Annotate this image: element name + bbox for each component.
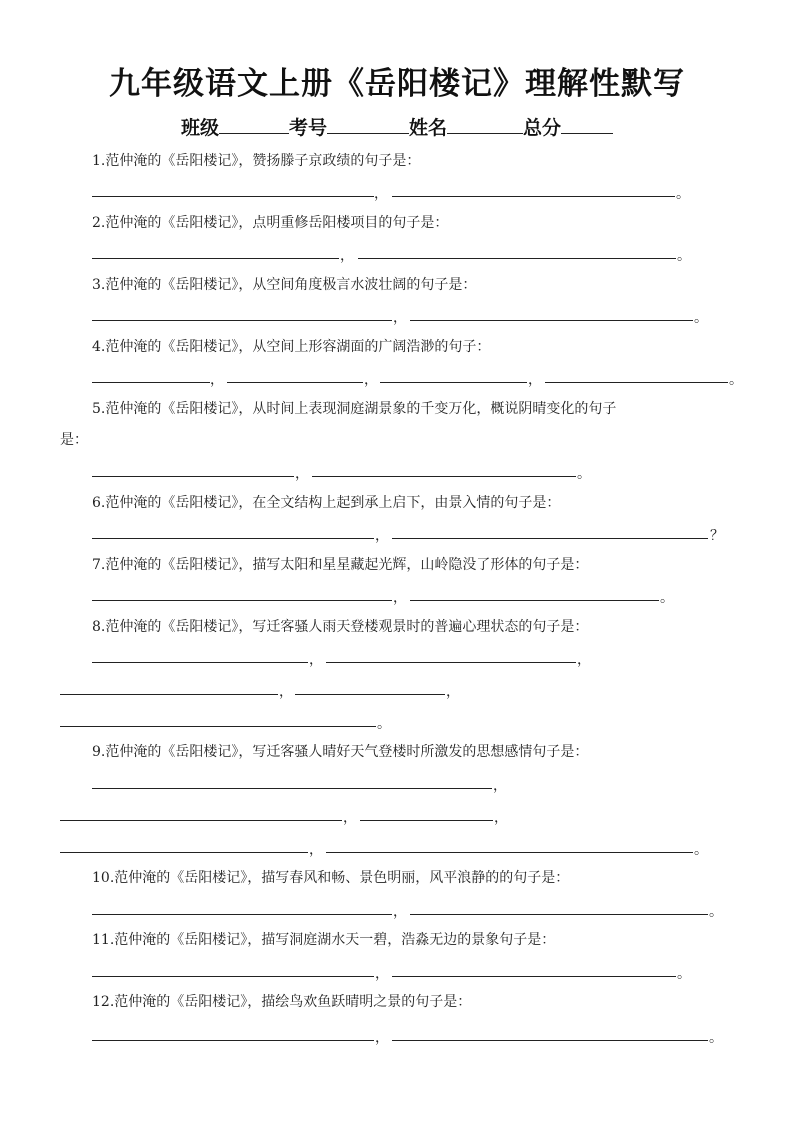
q8-blank-2[interactable] [326,662,576,663]
q6-blank-2[interactable] [392,538,708,539]
class-blank[interactable] [219,115,289,134]
q3-comma-1: ， [393,310,407,326]
q11-comma-1: ， [375,966,389,982]
q3-blank-1[interactable] [92,320,392,321]
q9-blank-1[interactable] [92,788,492,789]
class-label: 班级 [180,117,219,139]
q12-period: 。 [709,1030,723,1046]
q10-blank-1[interactable] [92,914,392,915]
q7-period: 。 [660,590,674,606]
q12-comma-1: ， [375,1030,389,1046]
q9-blank-5[interactable] [326,852,693,853]
number-label: 考号 [288,117,327,139]
q9-blank-2[interactable] [60,820,342,821]
question-8: 8.范仲淹的《岳阳楼记》，写迁客骚人雨天登楼观景时的普遍心理状态的句子是： [92,619,589,635]
question-1: 1.范仲淹的《岳阳楼记》，赞扬滕子京政绩的句子是： [92,153,421,169]
q5-blank-2[interactable] [312,476,576,477]
number-blank[interactable] [327,115,409,134]
q4-blank-2[interactable] [227,382,363,383]
q8-comma-2: ， [577,652,591,668]
question-4: 4.范仲淹的《岳阳楼记》，从空间上形容湖面的广阔浩渺的句子： [92,339,491,355]
q11-period: 。 [677,966,691,982]
question-9: 9.范仲淹的《岳阳楼记》，写迁客骚人晴好天气登楼时所激发的思想感情句子是： [92,744,589,760]
q9-blank-4[interactable] [60,852,308,853]
q8-comma-4: ， [446,684,460,700]
q9-comma-2: ， [343,810,357,826]
q2-comma-1: ， [340,248,354,264]
q9-period: 。 [694,842,708,858]
q11-blank-2[interactable] [392,976,676,977]
q1-blank-1[interactable] [92,196,374,197]
q9-comma-3: ， [494,810,508,826]
question-5: 5.范仲淹的《岳阳楼记》，从时间上表现洞庭湖景象的千变万化，概说阴晴变化的句子 [92,401,617,417]
question-3: 3.范仲淹的《岳阳楼记》，从空间角度极言水波壮阔的句子是： [92,277,477,293]
score-label: 总分 [523,117,562,139]
q10-blank-2[interactable] [410,914,708,915]
q2-blank-2[interactable] [358,258,676,259]
q10-period: 。 [709,904,723,920]
question-5-cont: 是： [60,432,88,448]
q2-period: 。 [677,248,691,264]
q12-blank-2[interactable] [392,1040,708,1041]
q6-comma-1: ， [375,528,389,544]
page-title: 九年级语文上册《岳阳楼记》理解性默写 [109,66,685,102]
q6-blank-1[interactable] [92,538,374,539]
q1-blank-2[interactable] [392,196,675,197]
q9-comma-4: ， [309,842,323,858]
q4-blank-4[interactable] [545,382,728,383]
q7-blank-2[interactable] [410,600,659,601]
q1-period: 。 [676,186,690,202]
q5-comma-1: ， [295,466,309,482]
name-blank[interactable] [447,115,523,134]
q8-blank-4[interactable] [295,694,445,695]
question-7: 7.范仲淹的《岳阳楼记》，描写太阳和星星藏起光辉，山岭隐没了形体的句子是： [92,557,589,573]
student-info-row [0,113,794,140]
q5-blank-1[interactable] [92,476,294,477]
name-label: 姓名 [409,117,448,139]
q7-comma-1: ， [393,590,407,606]
q8-blank-1[interactable] [92,662,308,663]
q4-blank-1[interactable] [92,382,210,383]
q4-comma-2: ， [364,372,378,388]
question-10: 10.范仲淹的《岳阳楼记》，描写春风和畅、景色明丽，风平浪静的的句子是： [92,870,570,886]
q3-blank-2[interactable] [410,320,693,321]
q4-blank-3[interactable] [380,382,527,383]
q4-comma-1: ， [210,372,224,388]
q4-comma-3: ， [528,372,542,388]
q8-period: 。 [377,716,391,732]
q3-period: 。 [694,310,708,326]
question-11: 11.范仲淹的《岳阳楼记》，描写洞庭湖水天一碧，浩淼无边的景象句子是： [92,932,556,948]
q2-blank-1[interactable] [92,258,339,259]
question-2: 2.范仲淹的《岳阳楼记》，点明重修岳阳楼项目的句子是： [92,215,449,231]
score-blank[interactable] [561,115,613,134]
q8-blank-3[interactable] [60,694,278,695]
q6-question-mark: ？ [710,528,724,544]
q1-comma-1: ， [374,186,388,202]
q12-blank-1[interactable] [92,1040,374,1041]
q9-comma-1: ， [493,778,507,794]
q8-comma-1: ， [309,652,323,668]
q10-comma-1: ， [393,904,407,920]
q7-blank-1[interactable] [92,600,392,601]
q9-blank-3[interactable] [360,820,493,821]
q4-period: 。 [729,372,743,388]
q8-blank-5[interactable] [60,726,376,727]
q5-period: 。 [577,466,591,482]
q11-blank-1[interactable] [92,976,374,977]
q8-comma-3: ， [279,684,293,700]
question-6: 6.范仲淹的《岳阳楼记》，在全文结构上起到承上启下，由景入情的句子是： [92,495,561,511]
question-12: 12.范仲淹的《岳阳楼记》，描绘鸟欢鱼跃晴明之景的句子是： [92,994,472,1010]
